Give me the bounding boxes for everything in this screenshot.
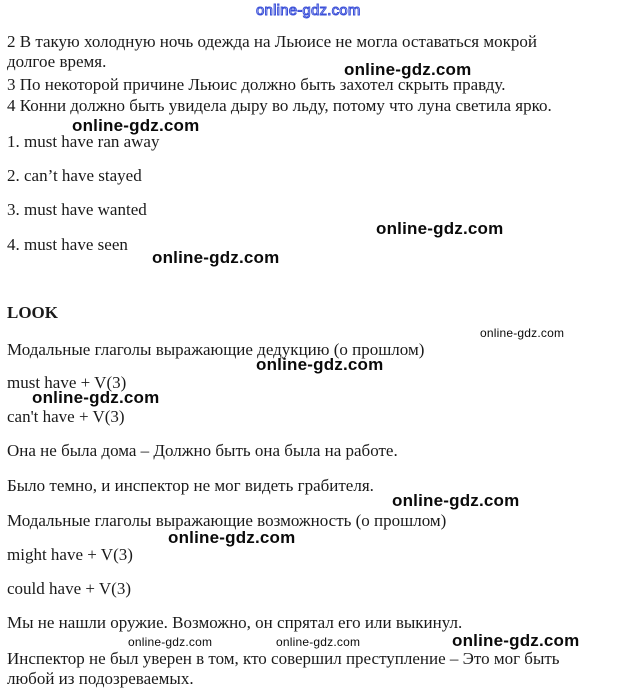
possibility-form-might: might have + V(3) [7,545,133,564]
possibility-example-1: Мы не нашли оружие. Возможно, он спрятал его или выкинул. [7,613,463,632]
watermark: online-gdz.com [452,631,580,650]
watermark: online-gdz.com [480,326,565,340]
watermark: online-gdz.com [72,116,200,135]
watermark: online-gdz.com [128,635,213,649]
header-watermark: online-gdz.com [256,2,361,19]
watermark: online-gdz.com [376,219,504,238]
possibility-form-could: could have + V(3) [7,579,131,598]
translation-line-3: 3 По некоторой причине Льюис должно быть захотел скрыть правду. [7,75,506,94]
deduction-form-must: must have + V(3) [7,373,127,392]
possibility-example-2: Инспектор не был уверен в том, кто совершил преступление – Это мог быть [7,649,560,668]
watermark: online-gdz.com [152,248,280,267]
watermark: online-gdz.com [32,388,160,407]
answer-2: 2. can’t have stayed [7,166,142,185]
possibility-example-2-cont: любой из подозреваемых. [7,669,194,688]
deduction-title: Модальные глаголы выражающие дедукцию (о прошлом) [7,340,425,359]
translation-line-4: 4 Конни должно быть увидела дыру во льду, потому что луна светила ярко. [7,96,552,115]
watermark: online-gdz.com [276,635,361,649]
watermark: online-gdz.com [392,491,520,510]
possibility-title: Модальные глаголы выражающие возможность (о прошлом) [7,511,447,530]
translation-line-2-cont: долгое время. [7,52,107,71]
deduction-example-1: Она не была дома – Должно быть она была на работе. [7,441,398,460]
answer-1: 1. must have ran away [7,132,160,151]
answer-3: 3. must have wanted [7,200,147,219]
look-heading: LOOK [7,303,59,322]
watermark: online-gdz.com [344,60,472,79]
watermark: online-gdz.com [256,355,384,374]
watermark: online-gdz.com [168,528,296,547]
deduction-form-cant: can't have + V(3) [7,407,125,426]
deduction-example-2: Было темно, и инспектор не мог видеть грабителя. [7,476,374,495]
answer-4: 4. must have seen [7,235,128,254]
translation-line-2: 2 В такую холодную ночь одежда на Льюисе не могла оставаться мокрой [7,32,537,51]
